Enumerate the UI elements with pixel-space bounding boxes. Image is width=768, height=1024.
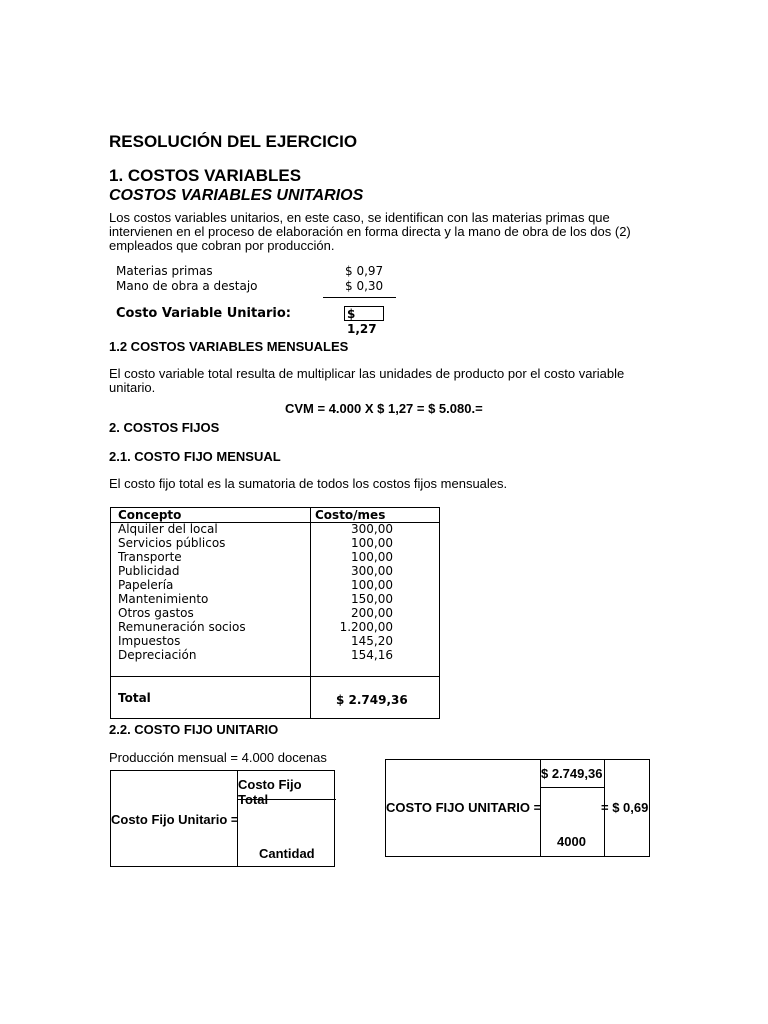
row-cost: 145,20 [351, 634, 393, 648]
row-cost: 100,00 [351, 578, 393, 592]
table-row [111, 634, 439, 648]
heading-costos-fijos: 2. COSTOS FIJOS [109, 420, 220, 435]
row-concept: Alquiler del local [118, 522, 218, 536]
row-concept: Transporte [118, 550, 182, 564]
cost-table [110, 507, 440, 719]
heading-costo-fijo-unitario: 2.2. COSTO FIJO UNITARIO [109, 722, 279, 737]
item-value-mano-de-obra: $ 0,30 [345, 279, 384, 293]
produccion-mensual: Producción mensual = 4.000 docenas [109, 750, 327, 765]
table-row [111, 550, 439, 564]
table-row [111, 648, 439, 662]
paragraph-line: empleados que cobran por producción. [109, 238, 335, 253]
total-label: Total [118, 691, 151, 705]
paragraph-line: Los costos variables unitarios, en este caso, se identifican con las materias primas que [109, 210, 610, 225]
formula-numerator: $ 2.749,36 [541, 766, 603, 781]
item-value-materias-primas: $ 0,97 [345, 264, 384, 278]
row-concept: Depreciación [118, 648, 197, 662]
header-concepto: Concepto [118, 508, 182, 522]
paragraph-line: intervienen en el proceso de elaboración en forma directa y la mano de obra de los dos (2) [109, 224, 631, 239]
table-row [111, 620, 439, 634]
row-cost: 300,00 [351, 522, 393, 536]
row-cost: 1.200,00 [339, 620, 393, 634]
formula-result: = $ 0,69 [601, 800, 649, 815]
costo-variable-unitario-value: $ 1,27 [344, 306, 384, 321]
table-total-divider [111, 676, 439, 677]
heading-costo-fijo-mensual: 2.1. COSTO FIJO MENSUAL [109, 449, 281, 464]
section-heading-costos-variables: 1. COSTOS VARIABLES [109, 166, 302, 185]
row-cost: 150,00 [351, 592, 393, 606]
table-row [111, 592, 439, 606]
row-cost: 300,00 [351, 564, 393, 578]
row-concept: Servicios públicos [118, 536, 226, 550]
table-row [111, 564, 439, 578]
subheading-costos-variables-unitarios: COSTOS VARIABLES UNITARIOS [109, 187, 364, 204]
formula-denominator: 4000 [557, 834, 586, 849]
item-label-mano-de-obra: Mano de obra a destajo [116, 279, 258, 293]
formula-label: Costo Fijo Unitario = [111, 812, 239, 827]
page-title: RESOLUCIÓN DEL EJERCICIO [109, 132, 358, 151]
row-concept: Papelería [118, 578, 174, 592]
table-row [111, 536, 439, 550]
fraction-line [540, 787, 604, 788]
table-row [111, 578, 439, 592]
formula-label: COSTO FIJO UNITARIO = [386, 800, 542, 815]
row-concept: Impuestos [118, 634, 181, 648]
row-cost: 100,00 [351, 550, 393, 564]
paragraph-line: unitario. [109, 380, 156, 395]
table-row [111, 522, 439, 536]
row-concept: Mantenimiento [118, 592, 209, 606]
formula-numerator: Costo Fijo Total [238, 777, 302, 807]
paragraph-costo-fijo: El costo fijo total es la sumatoria de todos los costos fijos mensuales. [109, 476, 508, 491]
heading-costos-variables-mensuales: 1.2 COSTOS VARIABLES MENSUALES [109, 339, 349, 354]
header-costo-mes: Costo/mes [315, 508, 386, 522]
row-cost: 100,00 [351, 536, 393, 550]
paragraph-line: El costo variable total resulta de multiplicar las unidades de producto por el costo variable [109, 366, 625, 381]
formula-denominator: Cantidad [259, 846, 315, 861]
formula-table-values [385, 759, 650, 857]
row-concept: Publicidad [118, 564, 180, 578]
sum-divider [323, 297, 396, 298]
costo-variable-unitario-label: Costo Variable Unitario: [116, 306, 291, 321]
row-concept: Otros gastos [118, 606, 194, 620]
formula-table-generic [110, 770, 335, 867]
item-label-materias-primas: Materias primas [116, 264, 213, 278]
row-cost: 200,00 [351, 606, 393, 620]
total-value: $ 2.749,36 [336, 693, 408, 707]
row-cost: 154,16 [351, 648, 393, 662]
cvm-formula: CVM = 4.000 X $ 1,27 = $ 5.080.= [285, 401, 483, 416]
table-row [111, 606, 439, 620]
row-concept: Remuneración socios [118, 620, 246, 634]
